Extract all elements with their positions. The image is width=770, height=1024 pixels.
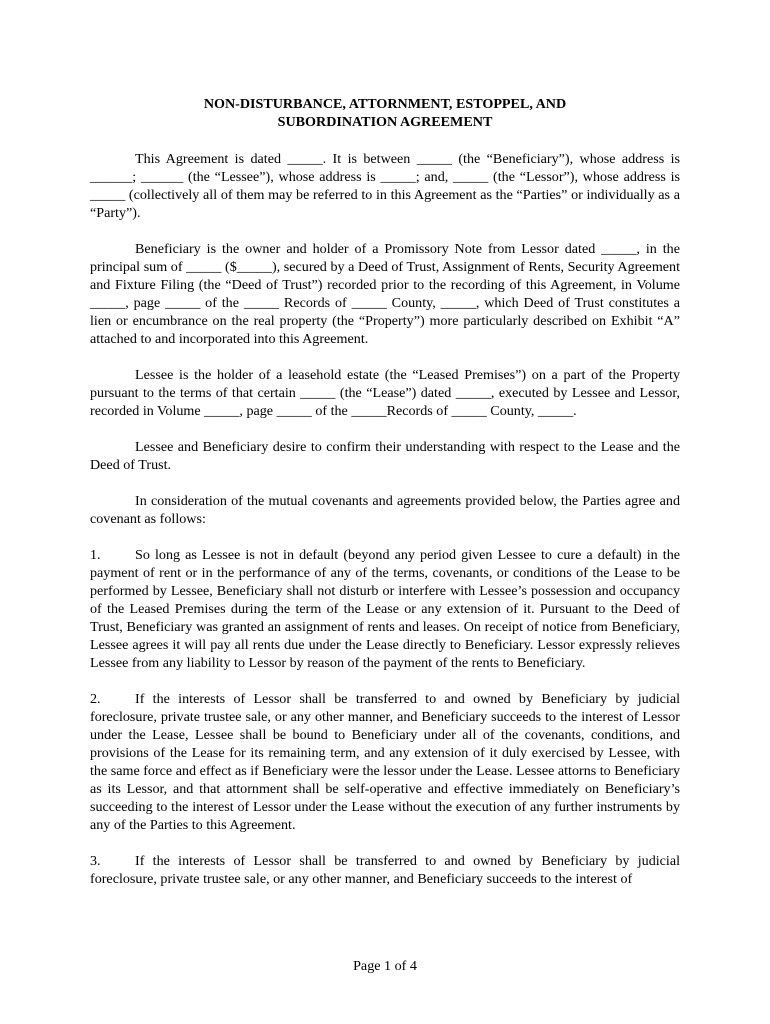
- section-2: [90, 690, 680, 834]
- paragraph-lease: Lessee is the holder of a leasehold estate (the “Leased Premises”) on a part of the Property pursuant to the terms of that certain _____ (the “Lease”) dated _____, executed by Lessee and Lessor, recorded in Volume _____, page _____ of the _____Records of _____ County, _____.: [90, 367, 680, 419]
- title-line-1: NON-DISTURBANCE, ATTORNMENT, ESTOPPEL, AND: [203, 96, 567, 112]
- section-1: [90, 546, 680, 672]
- page-number-footer: Page 1 of 4: [353, 958, 417, 974]
- section-3: [90, 852, 680, 888]
- section-number: 2.: [90, 691, 101, 707]
- document-title: [90, 95, 680, 131]
- section-number: 3.: [90, 853, 101, 869]
- paragraph-consideration: In consideration of the mutual covenants and agreements provided below, the Parties agree and covenant as follows:: [90, 493, 680, 527]
- section-number: 1.: [90, 547, 101, 563]
- paragraph-deed-of-trust: Beneficiary is the owner and holder of a Promissory Note from Lessor dated _____, in the principal sum of _____ ($_____), secured by a Deed of Trust, Assignment of Rents, Security Agreement and Fixture Filing (the “Deed of Trust”) recorded prior to the recording of this Agreement, in Volume _____, page _____ of the _____ Records of _____ County, _____, which Deed of Trust constitutes a lien or encumbrance on the real property (the “Property”) more particularly described on Exhibit “A” attached to and incorporated into this Agreement.: [90, 241, 680, 347]
- section-text: So long as Lessee is not in default (beyond any period given Lessee to cure a default) in the payment of rent or in the performance of any of the terms, covenants, or conditions of the Lease to be performed by Lessee, Beneficiary shall not disturb or interfere with Lessee’s possession and occupancy of the Leased Premises during the term of the Lease or any extension of it. Pursuant to the Deed of Trust, Beneficiary was granted an assignment of rents and leases. On receipt of notice from Beneficiary, Lessee agrees it will pay all rents due under the Lease directly to Beneficiary. Lessor expressly relieves Lessee from any liability to Lessor by reason of the payment of the rents to Beneficiary.: [90, 547, 680, 671]
- section-text: If the interests of Lessor shall be transferred to and owned by Beneficiary by judicial foreclosure, private trustee sale, or any other manner, and Beneficiary succeeds to the interest of: [90, 853, 680, 887]
- paragraph-parties: This Agreement is dated _____. It is between _____ (the “Beneficiary”), whose address is ______; ______ (the “Lessee”), whose address is _____; and, _____ (the “Lessor”), whose address is _____ (collectively all of them may be referred to in this Agreement as the “Parties” or individually as a “Party”).: [90, 151, 680, 221]
- section-text: If the interests of Lessor shall be transferred to and owned by Beneficiary by judicial foreclosure, private trustee sale, or any other manner, and Beneficiary succeeds to the interest of Lessor under the Lease, Lessee shall be bound to Beneficiary under all of the covenants, conditions, and provisions of the Lease for its remaining term, and any extension of it duly exercised by Lessee, with the same force and effect as if Beneficiary were the lessor under the Lease. Lessee attorns to Beneficiary as its Lessor, and that attornment shall be self-operative and effective immediately on Beneficiary’s succeeding to the interest of Lessor under the Lease without the execution of any further instruments by any of the Parties to this Agreement.: [90, 691, 680, 833]
- title-line-2: SUBORDINATION AGREEMENT: [277, 114, 493, 130]
- document-body: [90, 95, 680, 906]
- paragraph-desire: Lessee and Beneficiary desire to confirm their understanding with respect to the Lease and the Deed of Trust.: [90, 439, 680, 473]
